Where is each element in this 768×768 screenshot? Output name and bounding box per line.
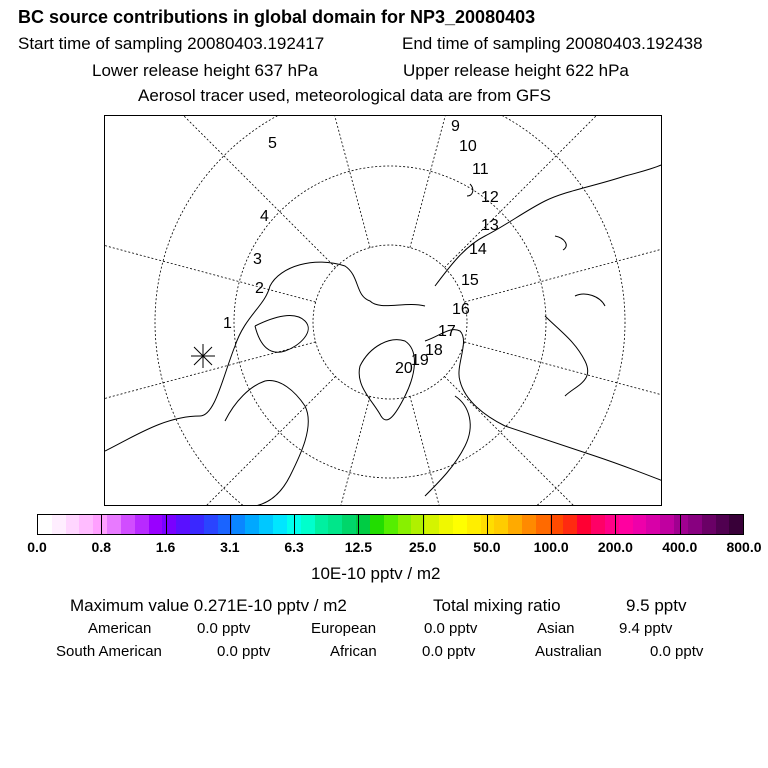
release-asterisk-icon <box>191 344 215 368</box>
meridian-line <box>261 116 370 248</box>
colorbar-tick-label: 12.5 <box>344 539 372 555</box>
colorbar-cell <box>702 515 716 534</box>
trajectory-label: 12 <box>481 189 499 206</box>
coast-kara <box>545 316 588 396</box>
region-value-asian: 9.4 pptv <box>619 620 673 637</box>
trajectory-label: 18 <box>425 342 443 359</box>
trajectory-label: 11 <box>472 161 489 178</box>
colorbar-cell <box>577 515 591 534</box>
colorbar-cell <box>107 515 121 534</box>
colorbar-cell <box>259 515 273 534</box>
colorbar-cell <box>563 515 577 534</box>
trajectory-label: 20 <box>395 360 413 377</box>
meridian-line <box>105 116 336 268</box>
region-name-australian: Australian <box>535 643 602 660</box>
colorbar-cell <box>398 515 412 534</box>
coast-east-america <box>225 381 308 506</box>
colorbar-tick-label: 0.0 <box>27 539 47 555</box>
lat-lon-grid <box>105 116 662 506</box>
region-value-european: 0.0 pptv <box>424 620 478 637</box>
meridian-line <box>444 376 662 506</box>
maximum-value-label: Maximum value 0.271E-10 pptv / m2 <box>70 596 347 615</box>
meridian-line <box>410 396 519 506</box>
colorbar-cell <box>301 515 315 534</box>
coast-scandinavia <box>425 396 470 496</box>
region-value-african: 0.0 pptv <box>422 643 476 660</box>
colorbar-separator <box>358 514 359 535</box>
colorbar-cell <box>121 515 135 534</box>
colorbar-cell <box>467 515 481 534</box>
colorbar-tick-label: 6.3 <box>284 539 304 555</box>
region-name-asian: Asian <box>537 620 575 637</box>
coast-island-2 <box>467 184 473 196</box>
colorbar-cell <box>522 515 536 534</box>
colorbar-tick-label: 400.0 <box>662 539 698 555</box>
trajectory-labels <box>223 118 499 377</box>
meridians <box>105 116 662 506</box>
trajectory-label: 15 <box>461 272 479 289</box>
colorbar-cell <box>245 515 259 534</box>
region-value-american: 0.0 pptv <box>197 620 251 637</box>
map-canvas <box>105 116 662 506</box>
meridian-line <box>464 193 662 302</box>
colorbar-cell <box>453 515 467 534</box>
colorbar-cell <box>370 515 384 534</box>
trajectory-label: 17 <box>438 323 456 340</box>
meridian-line <box>464 342 662 451</box>
colorbar-tick-label: 800.0 <box>726 539 762 555</box>
colorbar-cell <box>591 515 605 534</box>
colorbar-cell <box>646 515 660 534</box>
coast-north-america <box>105 262 425 451</box>
colorbar-cell <box>232 515 246 534</box>
end-time-label: End time of sampling 20080403.192438 <box>402 34 703 53</box>
colorbar-cell <box>384 515 398 534</box>
colorbar-cell <box>79 515 93 534</box>
colorbar-cell <box>328 515 342 534</box>
colorbar-cell <box>273 515 287 534</box>
start-time-label: Start time of sampling 20080403.192417 <box>18 34 325 53</box>
colorbar-cell <box>149 515 163 534</box>
colorbar-tick-label: 1.6 <box>155 539 176 555</box>
colorbar-tick-label: 3.1 <box>220 539 240 555</box>
colorbar-cell <box>342 515 356 534</box>
trajectory-label: 14 <box>469 241 487 258</box>
colorbar-cell <box>52 515 66 534</box>
colorbar-cell <box>729 515 743 534</box>
trajectory-label: 5 <box>268 135 277 152</box>
coast-europe <box>425 330 662 481</box>
colorbar-cell <box>38 515 52 534</box>
colorbar-cell <box>619 515 633 534</box>
colorbar-unit: 10E-10 pptv / m2 <box>311 564 441 583</box>
colorbar-separator <box>166 514 167 535</box>
colorbar-cell <box>494 515 508 534</box>
colorbar-cell <box>508 515 522 534</box>
colorbar-separator <box>423 514 424 535</box>
colorbar-cell <box>633 515 647 534</box>
tracer-label: Aerosol tracer used, meteorological data are from GFS <box>138 86 551 105</box>
colorbar-cell <box>536 515 550 534</box>
colorbar-tick-label: 200.0 <box>597 539 633 555</box>
meridian-line <box>410 116 519 248</box>
lower-release-label: Lower release height 637 hPa <box>92 61 318 80</box>
coast-hudson <box>255 316 308 353</box>
coastlines <box>105 164 662 506</box>
colorbar-cell <box>688 515 702 534</box>
colorbar-cell <box>425 515 439 534</box>
trajectory-label: 13 <box>481 217 499 234</box>
colorbar-cell <box>176 515 190 534</box>
colorbar-cell <box>674 515 688 534</box>
trajectory-label: 16 <box>452 301 470 318</box>
region-value-south-american: 0.0 pptv <box>217 643 271 660</box>
colorbar-cell <box>135 515 149 534</box>
colorbar-tick-label: 100.0 <box>533 539 569 555</box>
region-name-african: African <box>330 643 377 660</box>
colorbar-cell <box>605 515 619 534</box>
meridian-line <box>261 396 370 506</box>
colorbar-cell <box>439 515 453 534</box>
colorbar-separator <box>230 514 231 535</box>
trajectory-label: 9 <box>451 118 460 135</box>
upper-release-label: Upper release height 622 hPa <box>403 61 629 80</box>
colorbar-separator <box>615 514 616 535</box>
trajectory-label: 3 <box>253 251 262 268</box>
meridian-line <box>105 376 336 506</box>
colorbar-separator <box>551 514 552 535</box>
region-name-south-american: South American <box>56 643 162 660</box>
coast-greenland <box>359 340 414 420</box>
coast-siberia <box>435 164 662 286</box>
colorbar-separator <box>487 514 488 535</box>
coast-island-1 <box>575 294 605 306</box>
meridian-line <box>105 193 316 302</box>
region-value-australian: 0.0 pptv <box>650 643 704 660</box>
colorbar-cell <box>660 515 674 534</box>
colorbar-separator <box>680 514 681 535</box>
trajectory-label: 1 <box>223 315 232 332</box>
trajectory-label: 2 <box>255 280 264 297</box>
colorbar-cell <box>716 515 730 534</box>
region-name-european: European <box>311 620 377 637</box>
colorbar-cell <box>190 515 204 534</box>
plot-title: BC source contributions in global domain for NP3_20080403 <box>18 7 536 27</box>
colorbar-tick-label: 25.0 <box>409 539 437 555</box>
colorbar-cell <box>204 515 218 534</box>
colorbar-cell <box>315 515 329 534</box>
colorbar <box>37 514 744 535</box>
colorbar-cell <box>66 515 80 534</box>
trajectory-label: 10 <box>459 138 477 155</box>
trajectory-label: 19 <box>411 352 429 369</box>
colorbar-tick-label: 0.8 <box>91 539 111 555</box>
polar-map <box>104 115 662 506</box>
coast-island-3 <box>555 236 566 250</box>
colorbar-separator <box>294 514 295 535</box>
colorbar-separator <box>101 514 102 535</box>
total-mixing-ratio-label: Total mixing ratio <box>433 596 561 615</box>
region-name-american: American <box>88 620 152 637</box>
colorbar-tick-label: 50.0 <box>473 539 501 555</box>
total-mixing-ratio-value: 9.5 pptv <box>626 596 687 615</box>
trajectory-label: 4 <box>260 208 269 225</box>
colorbar-cell <box>162 515 176 534</box>
latitude-circle-outer <box>155 116 625 506</box>
latitude-circle-inner <box>313 245 467 399</box>
